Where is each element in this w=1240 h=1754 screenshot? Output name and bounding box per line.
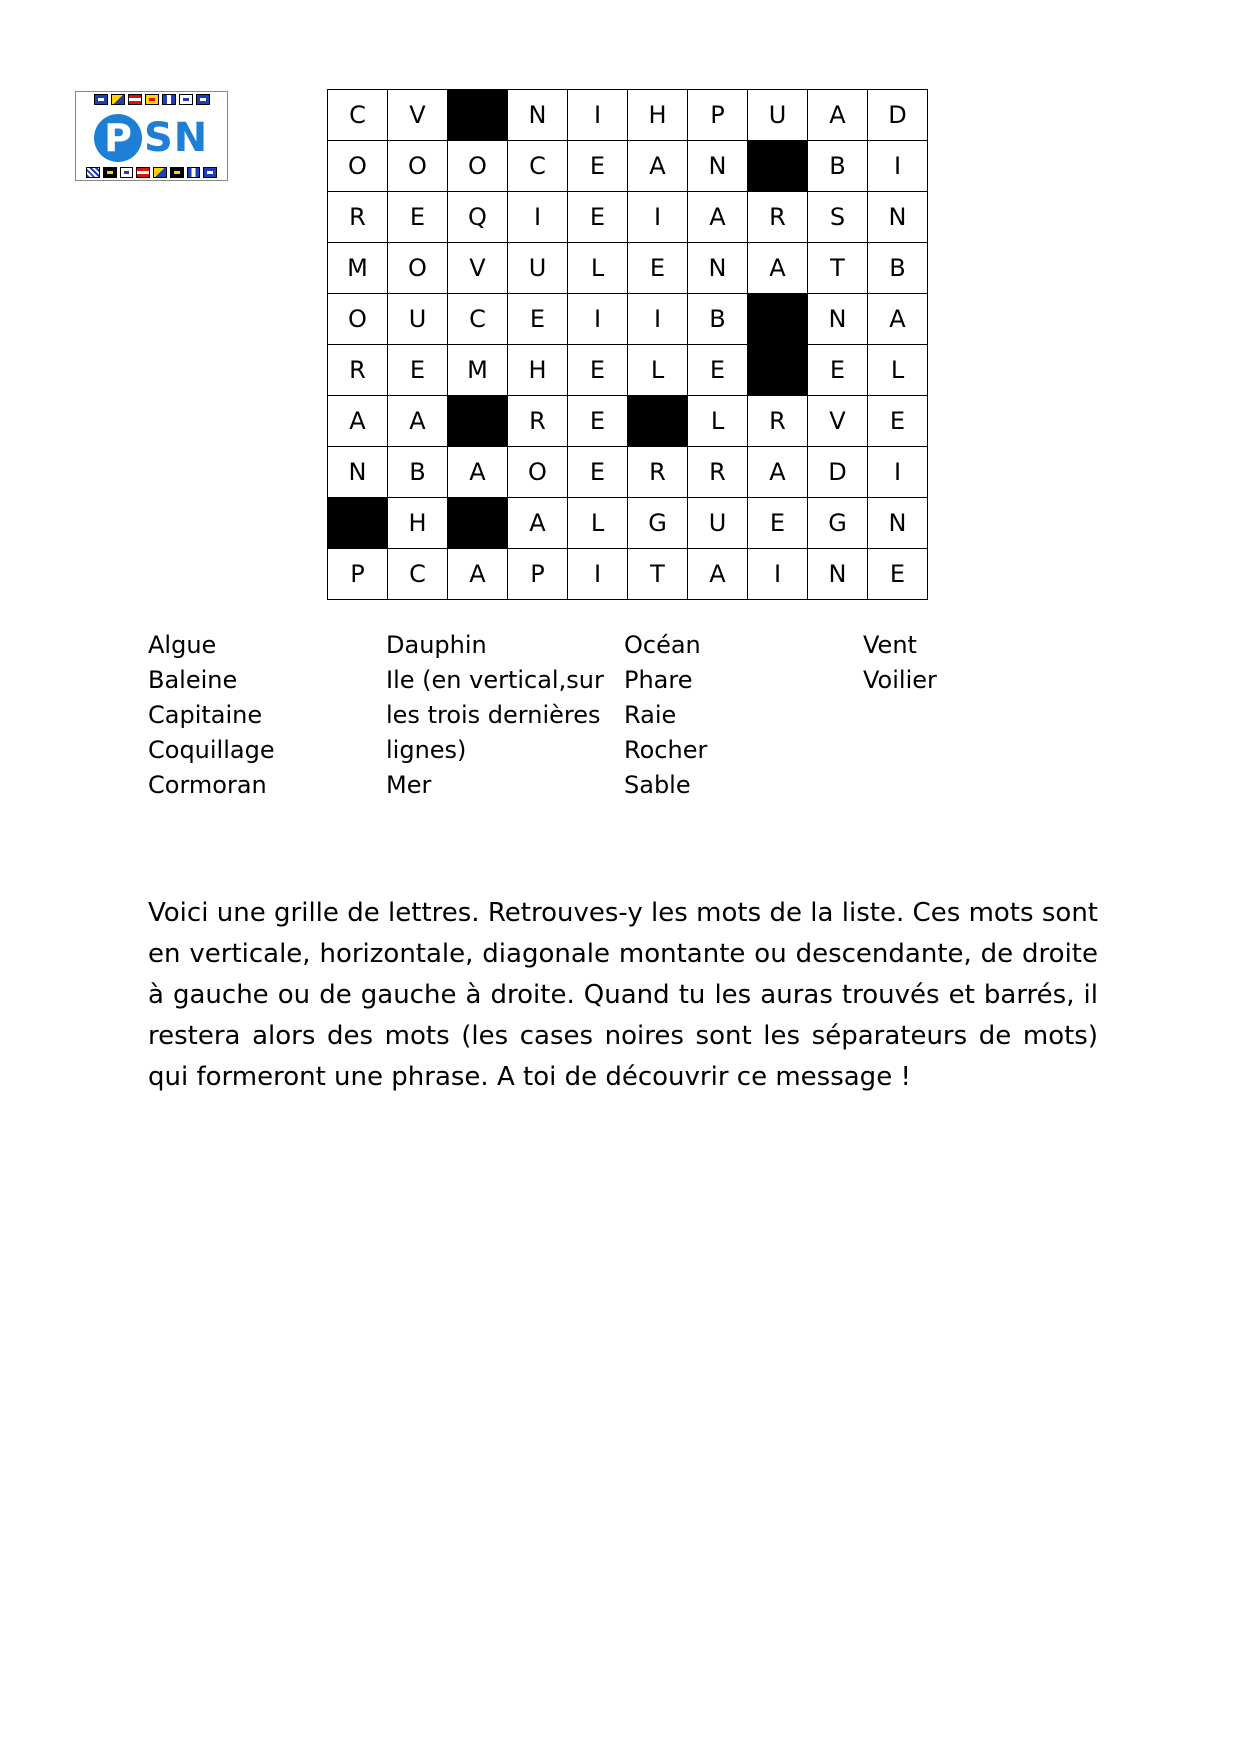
word-list-item: Vent — [863, 631, 917, 659]
grid-cell: B — [808, 141, 868, 192]
grid-cell: H — [628, 90, 688, 141]
grid-row — [328, 192, 928, 243]
grid-cell: L — [688, 396, 748, 447]
grid-cell-separator — [448, 90, 508, 141]
grid-cell: A — [808, 90, 868, 141]
grid-cell: H — [508, 345, 568, 396]
grid-cell: V — [448, 243, 508, 294]
grid-cell: N — [328, 447, 388, 498]
grid-cell: E — [568, 192, 628, 243]
grid-cell: P — [688, 90, 748, 141]
grid-cell: A — [748, 447, 808, 498]
grid-cell: N — [808, 549, 868, 600]
grid-cell-separator — [748, 345, 808, 396]
signal-flags-bottom — [86, 167, 217, 178]
grid-cell: P — [508, 549, 568, 600]
instructions-paragraph: Voici une grille de lettres. Retrouves-y les mots de la liste. Ces mots sont en verticale, horizontale, diagonale montante ou descendante, de droite à gauche ou de gauche à droite. Quand tu les auras trouvés et barrés, il restera alors des mots (les cases noires sont les séparateurs de mots) qui formeront une phrase. A toi de découvrir ce message ! — [148, 898, 1098, 1092]
grid-cell: N — [808, 294, 868, 345]
grid-cell: A — [748, 243, 808, 294]
grid-cell: I — [748, 549, 808, 600]
grid-cell: I — [568, 90, 628, 141]
grid-row — [328, 498, 928, 549]
grid-cell: N — [688, 141, 748, 192]
grid-cell: E — [808, 345, 868, 396]
grid-cell: N — [508, 90, 568, 141]
grid-cell: E — [508, 294, 568, 345]
grid-cell: R — [508, 396, 568, 447]
grid-cell: R — [688, 447, 748, 498]
grid-cell: A — [388, 396, 448, 447]
word-list-column-1 — [148, 628, 275, 803]
grid-cell: A — [688, 192, 748, 243]
word-list-item: les trois dernières — [386, 701, 601, 729]
word-list-item: Cormoran — [148, 771, 267, 799]
word-list-column-3 — [624, 628, 707, 803]
grid-cell: O — [328, 294, 388, 345]
word-list-column-4 — [863, 628, 937, 698]
grid-cell: I — [568, 549, 628, 600]
grid-cell: E — [388, 192, 448, 243]
grid-cell: T — [808, 243, 868, 294]
grid-cell-separator — [748, 141, 808, 192]
grid-cell: A — [448, 549, 508, 600]
word-list-item: Raie — [624, 701, 677, 729]
grid-cell: R — [328, 192, 388, 243]
word-search-grid — [327, 89, 928, 600]
grid-cell: V — [388, 90, 448, 141]
grid-cell: M — [328, 243, 388, 294]
signal-flags-top — [86, 94, 217, 105]
grid-cell: G — [628, 498, 688, 549]
word-list-item: Ile (en vertical,sur — [386, 666, 604, 694]
grid-cell: I — [628, 192, 688, 243]
grid-cell: G — [808, 498, 868, 549]
grid-cell-separator — [448, 498, 508, 549]
grid-cell-separator — [628, 396, 688, 447]
grid-cell: E — [868, 396, 928, 447]
word-list-item: Sable — [624, 771, 691, 799]
word-list-item: Océan — [624, 631, 701, 659]
grid-cell: E — [748, 498, 808, 549]
word-list-item: Voilier — [863, 666, 937, 694]
grid-cell: U — [688, 498, 748, 549]
word-list-item: Capitaine — [148, 701, 263, 729]
grid-cell: V — [808, 396, 868, 447]
grid-cell: A — [328, 396, 388, 447]
grid-cell: E — [568, 396, 628, 447]
word-list-item: Algue — [148, 631, 217, 659]
grid-cell: S — [808, 192, 868, 243]
grid-cell: A — [448, 447, 508, 498]
grid-cell: A — [868, 294, 928, 345]
word-list-item: Rocher — [624, 736, 708, 764]
grid-cell: E — [688, 345, 748, 396]
grid-cell: L — [568, 243, 628, 294]
logo-text: SN — [144, 115, 209, 161]
logo-mark — [94, 114, 208, 162]
grid-cell: U — [508, 243, 568, 294]
grid-cell: N — [868, 498, 928, 549]
grid-cell: B — [388, 447, 448, 498]
word-list-item: Coquillage — [148, 736, 275, 764]
grid-cell: A — [508, 498, 568, 549]
grid-cell: Q — [448, 192, 508, 243]
grid-cell: I — [508, 192, 568, 243]
grid-cell: L — [568, 498, 628, 549]
grid-cell: B — [688, 294, 748, 345]
grid-row — [328, 549, 928, 600]
grid-cell: R — [628, 447, 688, 498]
grid-cell: L — [868, 345, 928, 396]
grid-cell: N — [688, 243, 748, 294]
word-list-column-2 — [386, 628, 604, 803]
grid-cell: U — [748, 90, 808, 141]
grid-cell: O — [388, 243, 448, 294]
word-list-item: lignes) — [386, 736, 467, 764]
grid-cell: D — [808, 447, 868, 498]
grid-row — [328, 90, 928, 141]
psn-logo — [75, 91, 228, 181]
word-list-item: Phare — [624, 666, 693, 694]
grid-cell: C — [388, 549, 448, 600]
grid-cell: R — [748, 396, 808, 447]
grid-cell: A — [628, 141, 688, 192]
grid-row — [328, 294, 928, 345]
grid-cell: R — [748, 192, 808, 243]
grid-row — [328, 345, 928, 396]
grid-cell: I — [868, 447, 928, 498]
grid-cell: O — [328, 141, 388, 192]
word-list-item: Mer — [386, 771, 432, 799]
grid-row — [328, 243, 928, 294]
grid-cell: P — [328, 549, 388, 600]
grid-cell: L — [628, 345, 688, 396]
grid-cell: E — [568, 345, 628, 396]
grid-cell: O — [388, 141, 448, 192]
grid-cell: I — [868, 141, 928, 192]
word-list-item: Dauphin — [386, 631, 487, 659]
grid-cell: U — [388, 294, 448, 345]
grid-cell: B — [868, 243, 928, 294]
grid-cell: E — [568, 447, 628, 498]
grid-cell: M — [448, 345, 508, 396]
grid-cell: E — [388, 345, 448, 396]
grid-cell: I — [568, 294, 628, 345]
grid-cell: H — [388, 498, 448, 549]
grid-cell: T — [628, 549, 688, 600]
word-list-item: Baleine — [148, 666, 238, 694]
grid-cell: C — [448, 294, 508, 345]
grid-row — [328, 396, 928, 447]
grid-cell-separator — [328, 498, 388, 549]
grid-row — [328, 141, 928, 192]
grid-cell: E — [868, 549, 928, 600]
grid-cell: R — [328, 345, 388, 396]
logo-p-circle: P — [94, 114, 142, 162]
grid-cell: C — [328, 90, 388, 141]
grid-cell: O — [448, 141, 508, 192]
grid-cell: C — [508, 141, 568, 192]
grid-cell: O — [508, 447, 568, 498]
grid-cell: D — [868, 90, 928, 141]
grid-cell: E — [568, 141, 628, 192]
grid-cell: I — [628, 294, 688, 345]
grid-cell-separator — [448, 396, 508, 447]
grid-row — [328, 447, 928, 498]
grid-cell-separator — [748, 294, 808, 345]
grid-cell: E — [628, 243, 688, 294]
grid-cell: N — [868, 192, 928, 243]
grid-cell: A — [688, 549, 748, 600]
